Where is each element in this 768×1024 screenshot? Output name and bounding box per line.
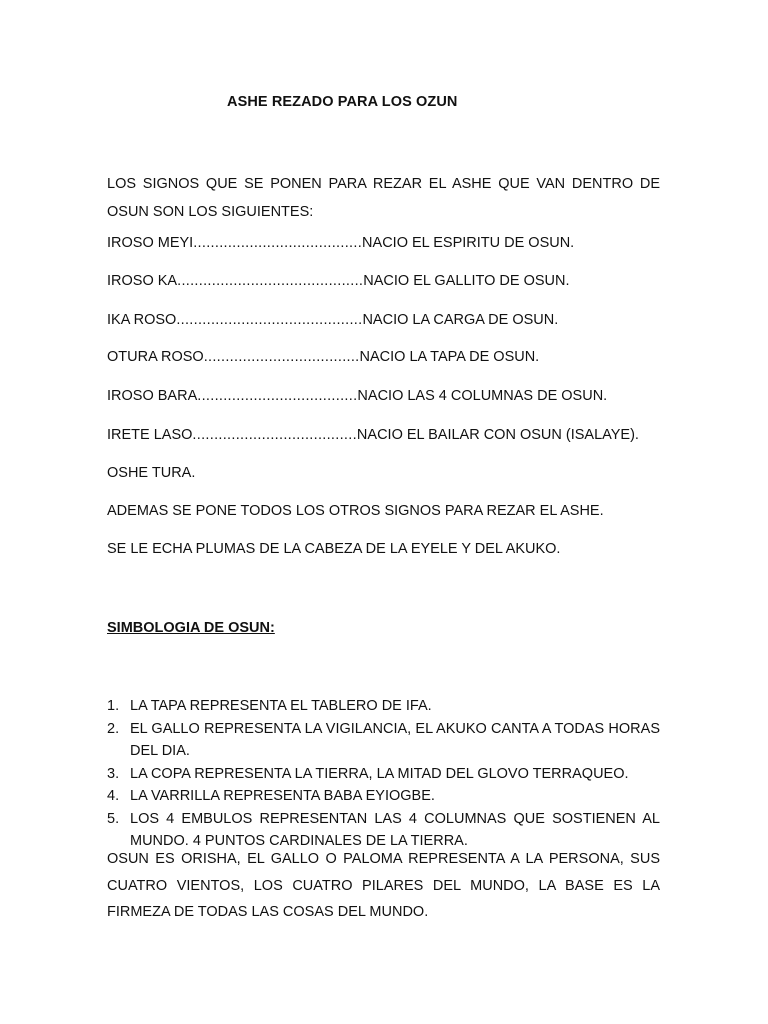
sign-line [107,349,539,365]
list-number: 1. [107,698,120,714]
sign-line [107,388,607,404]
intro-paragraph: LOS SIGNOS QUE SE PONEN PARA REZAR EL ASHE QUE VAN DENTRO DE OSUN SON LOS SIGUIENTES: [107,176,660,220]
sign-meaning: NACIO EL GALLITO DE OSUN. [363,273,570,289]
oshe-tura-line: OSHE TURA. [107,465,196,481]
dot-leader: ..................................... [197,388,358,404]
list-number: 2. [107,720,120,737]
sign-line [107,235,574,251]
list-text: LA COPA REPRESENTA LA TIERRA, LA MITAD DEL GLOVO TERRAQUEO. [130,765,629,782]
list-number: 5. [107,810,120,827]
sign-name: IROSO KA [107,273,178,289]
plumas-line: SE LE ECHA PLUMAS DE LA CABEZA DE LA EYELE Y DEL AKUKO. [107,541,561,557]
sign-meaning: NACIO LAS 4 COLUMNAS DE OSUN. [357,388,608,404]
sign-meaning: NACIO EL BAILAR CON OSUN (ISALAYE). [356,427,639,443]
dot-leader: ........................................... [176,312,363,328]
sign-line [107,273,570,289]
sign-name: IRETE LASO [107,427,193,443]
sign-line [107,427,639,443]
sign-line [107,312,558,328]
list-text: LA VARRILLA REPRESENTA BABA EYIOGBE. [130,788,435,804]
document-title: ASHE REZADO PARA LOS OZUN [227,94,458,110]
dot-leader: .................................... [203,349,360,365]
dot-leader: ...................................... [192,427,357,443]
list-item [107,785,660,808]
sign-meaning: NACIO LA CARGA DE OSUN. [362,312,559,328]
sign-meaning: NACIO EL ESPIRITU DE OSUN. [362,235,575,251]
ademas-line: ADEMAS SE PONE TODOS LOS OTROS SIGNOS PARA REZAR EL ASHE. [107,503,604,519]
list-text: LOS 4 EMBULOS REPRESENTAN LAS 4 COLUMNAS QUE SOSTIENEN AL MUNDO. 4 PUNTOS CARDINALES DE LA TIERRA. [130,810,660,849]
dot-leader: ........................................... [177,273,364,289]
simbologia-list [107,695,660,853]
list-item [107,695,660,718]
list-number: 3. [107,765,120,782]
list-item [107,763,660,786]
sign-name: OTURA ROSO [107,349,204,365]
dot-leader: ....................................... [193,235,363,251]
sign-name: IROSO MEYI [107,235,194,251]
list-text: EL GALLO REPRESENTA LA VIGILANCIA, EL AKUKO CANTA A TODAS HORAS DEL DIA. [130,720,660,759]
list-item [107,718,660,763]
simbologia-heading: SIMBOLOGIA DE OSUN: [107,620,275,636]
list-text: LA TAPA REPRESENTA EL TABLERO DE IFA. [130,698,432,714]
sign-name: IROSO BARA [107,388,198,404]
closing-paragraph: OSUN ES ORISHA, EL GALLO O PALOMA REPRESENTA A LA PERSONA, SUS CUATRO VIENTOS, LOS CUATRO PILARES DEL MUNDO, LA BASE ES LA FIRMEZA DE TODAS LAS COSAS DEL MUNDO. [107,851,660,920]
list-number: 4. [107,788,120,804]
sign-meaning: NACIO LA TAPA DE OSUN. [359,349,540,365]
sign-name: IKA ROSO [107,312,177,328]
